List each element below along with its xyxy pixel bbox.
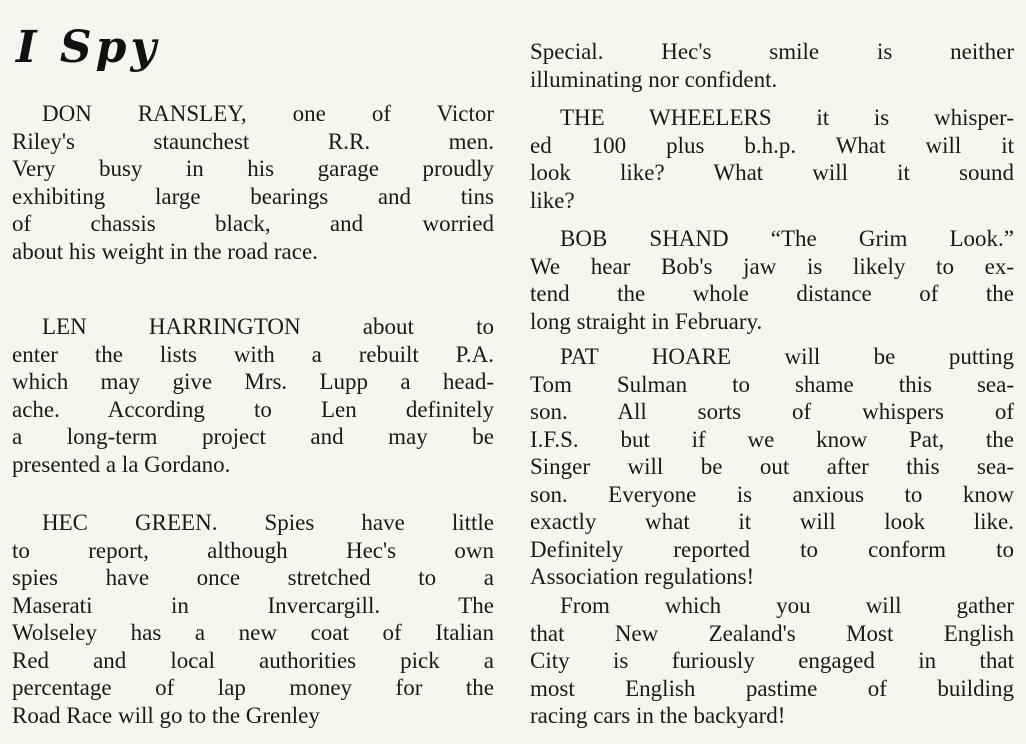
text-line: racing cars in the backyard! <box>530 703 786 728</box>
text-line: From which you will gather <box>560 593 1014 618</box>
text-line: most English pastime of building <box>530 675 1014 701</box>
text-line: son. All sorts of whispers of <box>530 399 1014 424</box>
right-column-paragraph <box>530 38 1014 93</box>
right-column-paragraph <box>530 592 1014 730</box>
text-line: Singer will be out after this sea- <box>530 454 1014 479</box>
right-column-paragraph <box>530 225 1014 335</box>
text-line: long straight in February. <box>530 308 763 334</box>
right-column-paragraph <box>530 104 1014 214</box>
text-line: LEN HARRINGTON about to <box>42 314 494 339</box>
article-title: I Spy <box>16 22 161 73</box>
text-line: Tom Sulman to shame this sea- <box>530 371 1014 397</box>
text-line: Riley's staunchest R.R. men. <box>12 128 494 154</box>
text-line: spies have once stretched to a <box>12 565 494 590</box>
left-column-paragraph <box>12 509 494 729</box>
text-line: to report, although Hec's own <box>12 537 494 563</box>
text-line: Maserati in Invercargill. The <box>12 592 494 618</box>
left-column-paragraph <box>12 100 494 265</box>
text-line: I.F.S. but if we know Pat, the <box>530 426 1014 452</box>
text-line: HEC GREEN. Spies have little <box>42 510 494 535</box>
text-line: THE WHEELERS it is whisper- <box>560 105 1014 130</box>
text-line: BOB SHAND “The Grim Look.” <box>560 226 1014 251</box>
text-line: percentage of lap money for the <box>12 675 494 700</box>
text-line: DON RANSLEY, one of Victor <box>42 101 494 126</box>
left-column-paragraph <box>12 313 494 478</box>
text-line: tend the whole distance of the <box>530 281 1014 306</box>
text-line: illuminating nor confident. <box>530 66 778 92</box>
text-line: ed 100 plus b.h.p. What will it <box>530 132 1014 158</box>
text-line: Wolseley has a new coat of Italian <box>12 620 494 645</box>
text-line: Special. Hec's smile is neither <box>530 39 1014 64</box>
text-line: presented a la Gordano. <box>12 451 231 477</box>
text-line: Red and local authorities pick a <box>12 647 494 673</box>
text-line: like? <box>530 187 575 213</box>
text-line: which may give Mrs. Lupp a head- <box>12 369 494 394</box>
text-line: look like? What will it sound <box>530 160 1014 185</box>
text-line: We hear Bob's jaw is likely to ex- <box>530 253 1014 279</box>
text-line: about his weight in the road race. <box>12 238 318 264</box>
text-line: ache. According to Len definitely <box>12 396 494 422</box>
text-line: son. Everyone is anxious to know <box>530 481 1014 507</box>
text-line: Definitely reported to conform to <box>530 536 1014 562</box>
text-line: enter the lists with a rebuilt P.A. <box>12 341 494 367</box>
text-line: that New Zealand's Most English <box>530 620 1014 646</box>
text-line: Association regulations! <box>530 564 755 589</box>
text-line: of chassis black, and worried <box>12 211 494 236</box>
text-line: PAT HOARE will be putting <box>560 344 1014 369</box>
text-line: Road Race will go to the Grenley <box>12 702 320 728</box>
text-line: exactly what it will look like. <box>530 509 1014 534</box>
right-column-paragraph <box>530 343 1014 591</box>
text-line: City is furiously engaged in that <box>530 648 1014 673</box>
text-line: a long-term project and may be <box>12 424 494 449</box>
text-line: Very busy in his garage proudly <box>12 156 494 181</box>
text-line: exhibiting large bearings and tins <box>12 183 494 209</box>
